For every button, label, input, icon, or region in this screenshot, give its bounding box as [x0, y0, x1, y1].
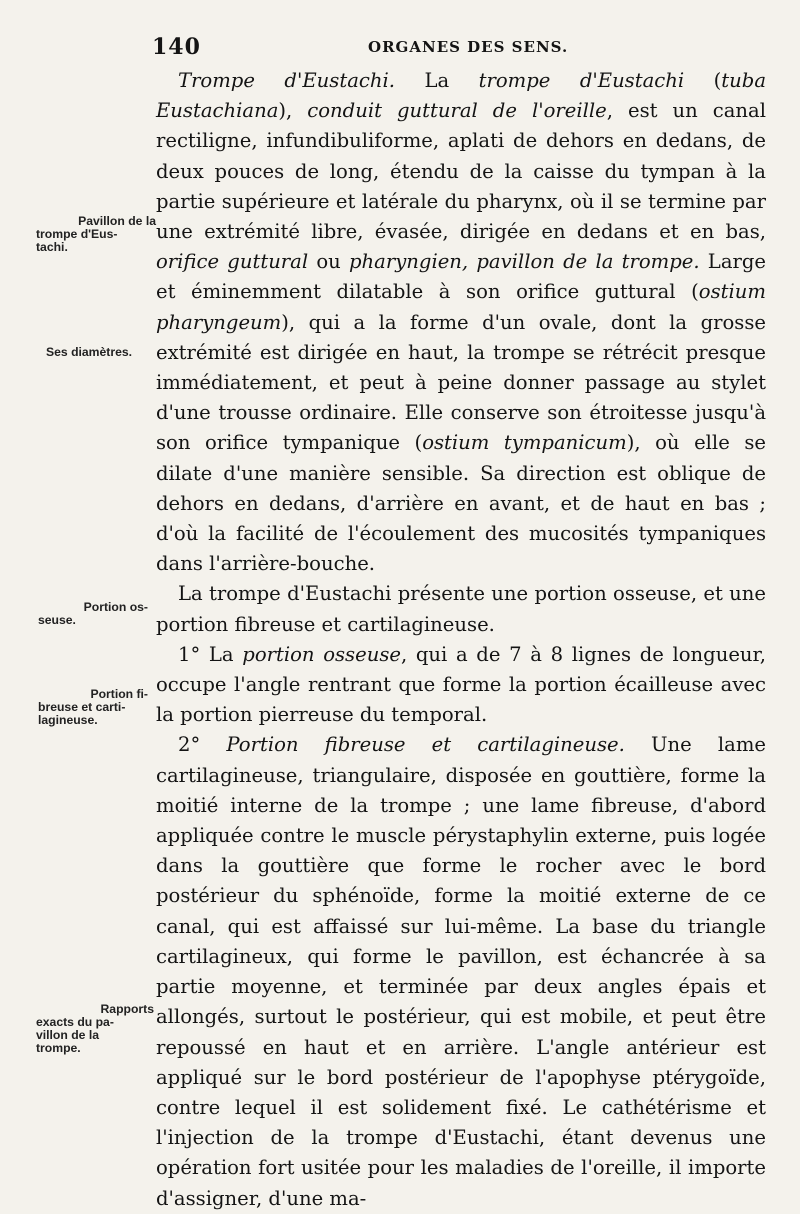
italic-text-run: ostium tympanicum [422, 431, 627, 455]
text-run: La [394, 69, 479, 92]
margin-note-line: trompe. [36, 1041, 81, 1055]
text-run: ), qui a la forme d'un ovale, dont la grosse extrémité est dirigée en haut, la trompe se rétrécit presque immédiatement, et peut à peine donner passage au stylet d'une trousse ordinaire. Elle conserve son étroitesse jusqu'à son orifice tympanique ( [156, 310, 766, 455]
margin-note-line: tachi. [36, 240, 68, 254]
margin-note-line: exacts du pa- [36, 1015, 114, 1029]
text-run: , est un canal rectiligne, infundibuliforme, aplati de dehors en dedans, de deux pouces de long, étendu de la caisse du tympan à la partie supérieure et latérale du pharynx, où il se termine par une extrémité libre, évasée, dirigée en dedans et en bas, [156, 99, 766, 244]
margin-note-line: trompe d'Eus- [36, 227, 118, 241]
text-run: Une lame cartilagineuse, triangulaire, disposée en gouttière, forme la moitié interne de la trompe ; une lame fibreuse, d'abord appliquée contre le muscle pérystaphylin externe, puis logée dans la gouttière que forme le rocher avec le bord postérieur du sphénoïde, forme la moitié externe de ce canal, qui est affaissé sur lui-même. La base du triangle cartilagineux, qui forme le pavillon, est échancrée à sa partie moyenne, et terminée par deux angles épais et allongés, surtout le postérieur, qui est mobile, et peut être repoussé en haut et en arrière. L'angle antérieur est appliqué sur le bord postérieur de l'apophyse ptérygoïde, contre lequel il est solidement fixé. Le cathétérisme et l'injection de la trompe d'Eustachi, étant devenus une opération fort usitée pour les maladies de l'oreille, il importe d'assigner, d'une ma- [156, 733, 766, 1210]
text-run: ), où elle se dilate d'une manière sensible. Sa direction est oblique de dehors en dedans, d'arrière en avant, et de haut en bas ; d'où la facilité de l'écoulement des mucosités tympaniques dans l'arrière-bouche. [156, 431, 766, 576]
paragraph-portions [156, 579, 766, 639]
page-number: 140 [152, 34, 201, 60]
italic-text-run: orifice guttural [156, 250, 309, 274]
margin-note-line: seuse. [38, 613, 76, 627]
margin-note-line: Portion fi- [90, 687, 148, 701]
text-run: ), [278, 99, 308, 123]
paragraph-portion-osseuse [156, 640, 766, 731]
page-header [0, 28, 800, 68]
margin-note-line: Pavillon de la [78, 214, 156, 228]
margin-note-line: breuse et carti- [38, 700, 126, 714]
italic-text-run: conduit guttural de l'oreille [307, 99, 607, 123]
paragraph-portion-fibreuse [156, 730, 766, 1213]
italic-text-run: portion osseuse [242, 642, 401, 666]
margin-note-portion-osseuse [38, 601, 158, 627]
italic-text-run: Trompe d'Eustachi. [178, 69, 395, 92]
margin-note-line: lagineuse. [38, 713, 98, 727]
margin-note-rapports [36, 1003, 156, 1055]
paragraph-trompe [156, 66, 766, 579]
text-run: ou [308, 250, 349, 274]
margin-note-line: villon de la [36, 1028, 99, 1042]
margin-note-portion-fibreuse [38, 688, 158, 727]
italic-text-run: ostium pharyngeum [156, 280, 766, 334]
text-run: 2° [178, 733, 227, 757]
text-run: ( [684, 69, 722, 92]
margin-note-pavillon [36, 215, 156, 254]
italic-text-run: pharyngien, pavillon de la trompe. [349, 250, 700, 274]
text-run: La trompe d'Eustachi présente une portion osseuse, et une portion fibreuse et cartilagineuse. [156, 582, 766, 636]
text-run: Large et éminemment dilatable à son orifice guttural ( [156, 250, 767, 304]
running-head: ORGANES DES SENS. [368, 38, 569, 56]
text-run: , qui a de 7 à 8 lignes de longueur, occupe l'angle rentrant que forme la portion écailleuse avec la portion pierreuse du temporal. [156, 642, 766, 727]
text-run: 1° La [178, 642, 243, 666]
margin-note-line: Rapports [100, 1002, 154, 1016]
margin-note-line: Ses diamètres. [46, 345, 133, 359]
italic-text-run: Portion fibreuse et cartilagineuse. [226, 733, 625, 757]
body-text [156, 66, 766, 1214]
margin-note-diametres [46, 346, 166, 359]
italic-text-run: trompe d'Eustachi [478, 69, 685, 92]
margin-note-line: Portion os- [83, 600, 148, 614]
italic-text-run: tuba Eustachiana [156, 69, 766, 123]
